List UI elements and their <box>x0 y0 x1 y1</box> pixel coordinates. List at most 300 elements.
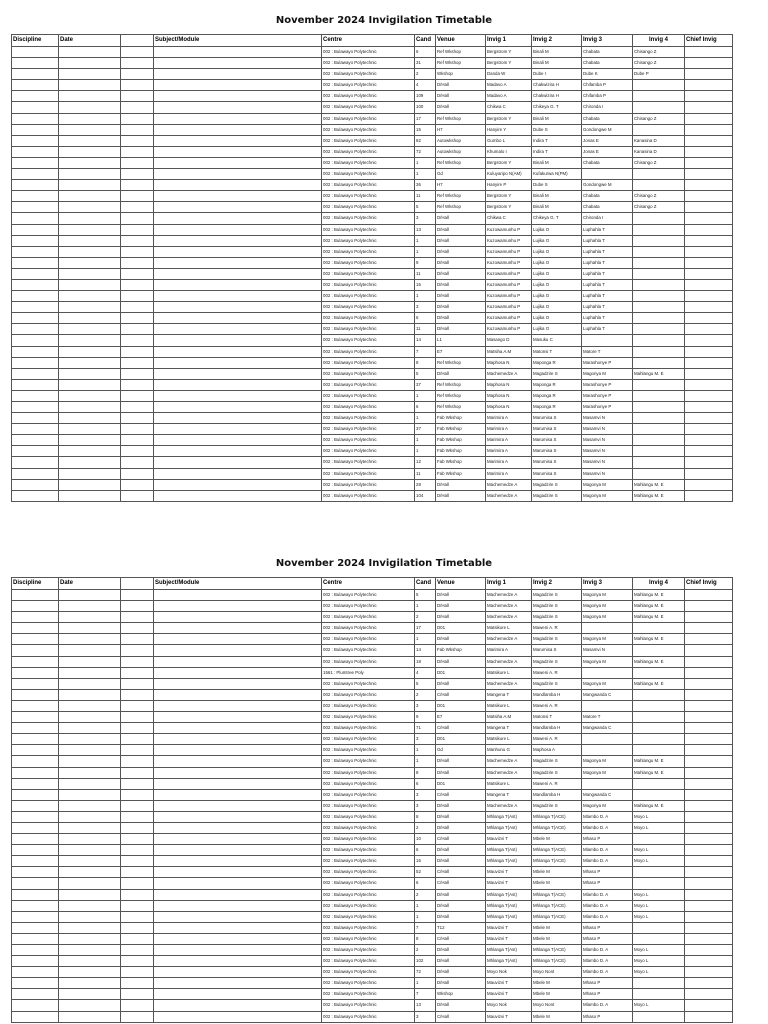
cell-centre: 002 : Bulawayo Polytechnic <box>322 989 415 1000</box>
cell-centre: 002 : Bulawayo Polytechnic <box>322 47 415 58</box>
table-row <box>12 956 733 967</box>
table-row <box>12 102 733 113</box>
cell-invig-2: Binali M <box>532 47 582 58</box>
cell-invig-1: Machemedze A <box>486 601 532 612</box>
cell-cand: 15 <box>415 279 436 290</box>
cell-invig-4 <box>633 867 685 878</box>
cell-discipline <box>12 1000 59 1011</box>
cell-invig-2: Marumisa S <box>532 645 582 656</box>
cell-centre: 002 : Bulawayo Polytechnic <box>322 146 415 157</box>
cell-invig-1: Kuzowamunhu P <box>486 302 532 313</box>
cell-cand: 5 <box>415 590 436 601</box>
cell-centre: 002 : Bulawayo Polytechnic <box>322 235 415 246</box>
cell-invig-4: Dube P <box>633 69 685 80</box>
cell-invig-4 <box>633 789 685 800</box>
cell-blank <box>121 368 154 379</box>
cell-invig-3: Luphahla T <box>582 246 633 257</box>
cell-cand: 3 <box>415 213 436 224</box>
cell-chief-invig <box>685 490 733 501</box>
cell-date <box>59 700 121 711</box>
cell-invig-1: Madavo A <box>486 91 532 102</box>
cell-discipline <box>12 424 59 435</box>
cell-blank <box>121 756 154 767</box>
cell-blank <box>121 745 154 756</box>
cell-invig-1: Machemedze A <box>486 612 532 623</box>
cell-invig-3: Mhaso P <box>582 978 633 989</box>
cell-cand: 1 <box>415 235 436 246</box>
cell-invig-1: Masango D <box>486 335 532 346</box>
cell-invig-3: Magonya M <box>582 756 633 767</box>
cell-invig-4: Mahlangu M. E <box>633 656 685 667</box>
cell-centre: 002 : Bulawayo Polytechnic <box>322 822 415 833</box>
cell-chief-invig <box>685 590 733 601</box>
cell-invig-4 <box>633 279 685 290</box>
cell-invig-4: Mahlangu M. E <box>633 490 685 501</box>
cell-subject-module <box>154 446 322 457</box>
cell-invig-2: Maponga R <box>532 357 582 368</box>
table-row <box>12 313 733 324</box>
table-row <box>12 789 733 800</box>
cell-discipline <box>12 789 59 800</box>
cell-subject-module <box>154 845 322 856</box>
cell-invig-4 <box>633 689 685 700</box>
cell-cand: 1 <box>415 291 436 302</box>
cell-invig-4 <box>633 922 685 933</box>
cell-centre: 002 : Bulawayo Polytechnic <box>322 180 415 191</box>
cell-discipline <box>12 291 59 302</box>
cell-blank <box>121 335 154 346</box>
cell-invig-2: Lujika O <box>532 324 582 335</box>
cell-blank <box>121 734 154 745</box>
cell-chief-invig <box>685 612 733 623</box>
cell-date <box>59 102 121 113</box>
cell-invig-1: Kuzowamunhu P <box>486 324 532 335</box>
cell-invig-3: Mlambo D. A <box>582 967 633 978</box>
cell-centre: 002 : Bulawayo Polytechnic <box>322 302 415 313</box>
cell-date <box>59 956 121 967</box>
cell-invig-4 <box>633 745 685 756</box>
cell-invig-3: Masamvi N <box>582 435 633 446</box>
cell-cand: 31 <box>415 58 436 69</box>
cell-subject-module <box>154 989 322 1000</box>
cell-date <box>59 468 121 479</box>
cell-discipline <box>12 922 59 933</box>
cell-venue: D01 <box>436 734 486 745</box>
cell-blank <box>121 479 154 490</box>
cell-discipline <box>12 601 59 612</box>
cell-cand: 11 <box>415 468 436 479</box>
cell-subject-module <box>154 191 322 202</box>
cell-subject-module <box>154 767 322 778</box>
cell-chief-invig <box>685 756 733 767</box>
cell-centre: 002 : Bulawayo Polytechnic <box>322 191 415 202</box>
cell-invig-3: Mlambo D. A <box>582 845 633 856</box>
cell-invig-2: Mhlanga T(ACE) <box>532 811 582 822</box>
cell-invig-2: Mbele M <box>532 834 582 845</box>
cell-venue: D/Hall <box>436 102 486 113</box>
cell-date <box>59 601 121 612</box>
cell-chief-invig <box>685 135 733 146</box>
cell-discipline <box>12 390 59 401</box>
cell-invig-4 <box>633 645 685 656</box>
cell-cand: 17 <box>415 113 436 124</box>
cell-cand: 13 <box>415 1000 436 1011</box>
cell-invig-3: Chifamba P <box>582 80 633 91</box>
cell-cand: 3 <box>415 700 436 711</box>
cell-invig-1: Mhlanga T(Ast) <box>486 911 532 922</box>
cell-centre: 002 : Bulawayo Polytechnic <box>322 800 415 811</box>
cell-venue: D/Hall <box>436 1000 486 1011</box>
cell-venue: D/Hall <box>436 800 486 811</box>
cell-invig-2: Maweni A. R <box>532 667 582 678</box>
cell-chief-invig <box>685 424 733 435</box>
cell-invig-4 <box>633 734 685 745</box>
cell-invig-2: Moyo Nont <box>532 967 582 978</box>
cell-blank <box>121 789 154 800</box>
table-row <box>12 967 733 978</box>
cell-date <box>59 689 121 700</box>
cell-date <box>59 357 121 368</box>
cell-date <box>59 58 121 69</box>
cell-venue: D/Hall <box>436 845 486 856</box>
cell-venue: C/Hall <box>436 867 486 878</box>
cell-date <box>59 324 121 335</box>
cell-venue: Autowkshop <box>436 146 486 157</box>
cell-invig-4: Chisango Z <box>633 113 685 124</box>
cell-invig-4: Moyo L <box>633 856 685 867</box>
cell-venue: Ref Wkshop <box>436 379 486 390</box>
cell-chief-invig <box>685 867 733 878</box>
cell-invig-1: Machemedze A <box>486 678 532 689</box>
cell-invig-3: Mhaso P <box>582 989 633 1000</box>
cell-subject-module <box>154 246 322 257</box>
cell-centre: 002 : Bulawayo Polytechnic <box>322 224 415 235</box>
cell-blank <box>121 146 154 157</box>
cell-date <box>59 124 121 135</box>
cell-discipline <box>12 157 59 168</box>
cell-discipline <box>12 889 59 900</box>
cell-invig-2: Magadzire S <box>532 490 582 501</box>
cell-invig-1: Danda W <box>486 69 532 80</box>
cell-subject-module <box>154 146 322 157</box>
cell-venue: D01 <box>436 623 486 634</box>
cell-date <box>59 645 121 656</box>
table-row <box>12 91 733 102</box>
cell-centre: 002 : Bulawayo Polytechnic <box>322 1000 415 1011</box>
cell-venue: D/Hall <box>436 811 486 822</box>
cell-invig-3: Magonya M <box>582 590 633 601</box>
cell-invig-4 <box>633 180 685 191</box>
cell-invig-3: Magonya M <box>582 767 633 778</box>
cell-date <box>59 822 121 833</box>
cell-subject-module <box>154 900 322 911</box>
cell-discipline <box>12 135 59 146</box>
cell-invig-3: Mlambo D. A <box>582 911 633 922</box>
cell-blank <box>121 689 154 700</box>
cell-invig-4: Chisango Z <box>633 202 685 213</box>
cell-subject-module <box>154 834 322 845</box>
cell-invig-1: Mhlanga T(Ast) <box>486 822 532 833</box>
table-row <box>12 291 733 302</box>
cell-chief-invig <box>685 734 733 745</box>
cell-blank <box>121 490 154 501</box>
header-discipline: Discipline <box>12 578 59 590</box>
cell-blank <box>121 302 154 313</box>
cell-venue: D/Hall <box>436 978 486 989</box>
cell-invig-4: Moyo L <box>633 1000 685 1011</box>
cell-invig-3: Mlambo D. A <box>582 1000 633 1011</box>
cell-discipline <box>12 446 59 457</box>
cell-invig-2: Mandlamba H <box>532 723 582 734</box>
cell-invig-1: Mauvizvi T <box>486 834 532 845</box>
cell-invig-4 <box>633 357 685 368</box>
cell-discipline <box>12 811 59 822</box>
cell-subject-module <box>154 645 322 656</box>
cell-invig-3: Magonya M <box>582 368 633 379</box>
header-subject-module: Subject/Module <box>154 578 322 590</box>
cell-centre: 002 : Bulawayo Polytechnic <box>322 601 415 612</box>
cell-invig-1: Matsikure L <box>486 734 532 745</box>
cell-invig-3: Dube K <box>582 69 633 80</box>
cell-invig-4 <box>633 346 685 357</box>
header-invig-4: Invig 4 <box>633 578 685 590</box>
cell-date <box>59 712 121 723</box>
cell-subject-module <box>154 712 322 723</box>
cell-invig-4: Moyo L <box>633 889 685 900</box>
cell-discipline <box>12 712 59 723</box>
cell-subject-module <box>154 291 322 302</box>
cell-cand: 72 <box>415 967 436 978</box>
cell-invig-3: Jonas E <box>582 135 633 146</box>
cell-invig-3: Marashonye P <box>582 390 633 401</box>
cell-centre: 002 : Bulawayo Polytechnic <box>322 945 415 956</box>
cell-venue: Gd <box>436 169 486 180</box>
cell-invig-1: Kuzowamunhu P <box>486 313 532 324</box>
cell-centre: 002 : Bulawayo Polytechnic <box>322 811 415 822</box>
table-header-row <box>12 35 733 47</box>
cell-subject-module <box>154 69 322 80</box>
cell-venue: Wkshop <box>436 989 486 1000</box>
cell-chief-invig <box>685 202 733 213</box>
cell-chief-invig <box>685 457 733 468</box>
cell-discipline <box>12 590 59 601</box>
cell-cand: 2 <box>415 945 436 956</box>
table-row <box>12 390 733 401</box>
cell-centre: 002 : Bulawayo Polytechnic <box>322 712 415 723</box>
cell-subject-module <box>154 689 322 700</box>
cell-discipline <box>12 756 59 767</box>
cell-blank <box>121 446 154 457</box>
cell-invig-3: Chabata <box>582 191 633 202</box>
cell-date <box>59 180 121 191</box>
cell-invig-2: Maphosa A <box>532 745 582 756</box>
cell-invig-2: Maponga R <box>532 402 582 413</box>
cell-discipline <box>12 822 59 833</box>
cell-invig-4 <box>633 723 685 734</box>
cell-invig-1: Marimira A <box>486 468 532 479</box>
cell-invig-2: Masuku C <box>532 335 582 346</box>
cell-invig-1: Mangena T <box>486 689 532 700</box>
cell-invig-1: Madavo A <box>486 80 532 91</box>
cell-cand: 1 <box>415 978 436 989</box>
cell-invig-2: Mhlanga T(ACE) <box>532 856 582 867</box>
table-row <box>12 700 733 711</box>
cell-invig-3: Mhaso P <box>582 878 633 889</box>
cell-venue: D/Hall <box>436 246 486 257</box>
cell-centre: 002 : Bulawayo Polytechnic <box>322 268 415 279</box>
table-row <box>12 1000 733 1011</box>
cell-centre: 002 : Bulawayo Polytechnic <box>322 490 415 501</box>
cell-invig-4: Mahlangu M. E <box>633 800 685 811</box>
cell-cand: 1 <box>415 169 436 180</box>
cell-venue: D/Hall <box>436 235 486 246</box>
cell-subject-module <box>154 479 322 490</box>
cell-cand: 6 <box>415 313 436 324</box>
cell-invig-4 <box>633 124 685 135</box>
cell-subject-module <box>154 157 322 168</box>
table-row <box>12 989 733 1000</box>
cell-invig-3: Magonya M <box>582 656 633 667</box>
cell-invig-4 <box>633 1011 685 1022</box>
table-header-row <box>12 578 733 590</box>
cell-invig-2: Chikeya G. T <box>532 213 582 224</box>
header-discipline: Discipline <box>12 35 59 47</box>
cell-venue: D/Hall <box>436 634 486 645</box>
cell-centre: 002 : Bulawayo Polytechnic <box>322 80 415 91</box>
cell-date <box>59 778 121 789</box>
cell-cand: 11 <box>415 324 436 335</box>
cell-date <box>59 767 121 778</box>
cell-invig-2: Mbele M <box>532 933 582 944</box>
cell-venue: D/Hall <box>436 590 486 601</box>
cell-venue: Ref Wkshop <box>436 402 486 413</box>
cell-subject-module <box>154 978 322 989</box>
cell-blank <box>121 402 154 413</box>
cell-date <box>59 457 121 468</box>
cell-date <box>59 811 121 822</box>
cell-centre: 002 : Bulawayo Polytechnic <box>322 446 415 457</box>
cell-centre: 002 : Bulawayo Polytechnic <box>322 324 415 335</box>
cell-invig-1: Machemedze A <box>486 767 532 778</box>
cell-chief-invig <box>685 678 733 689</box>
cell-invig-2: Marumisa S <box>532 413 582 424</box>
cell-subject-module <box>154 457 322 468</box>
cell-invig-2: Maponga R <box>532 379 582 390</box>
cell-invig-4 <box>633 878 685 889</box>
cell-invig-3: Mlambo D. A <box>582 811 633 822</box>
cell-blank <box>121 911 154 922</box>
table-row <box>12 346 733 357</box>
cell-venue: D/Hall <box>436 601 486 612</box>
cell-invig-3: Marashonye P <box>582 402 633 413</box>
cell-venue: Fab Wkshop <box>436 446 486 457</box>
table-row <box>12 734 733 745</box>
cell-centre: 002 : Bulawayo Polytechnic <box>322 402 415 413</box>
cell-centre: 002 : Bulawayo Polytechnic <box>322 856 415 867</box>
cell-invig-2: Maweni A. R <box>532 734 582 745</box>
cell-discipline <box>12 723 59 734</box>
cell-subject-module <box>154 756 322 767</box>
cell-centre: 002 : Bulawayo Polytechnic <box>322 69 415 80</box>
cell-invig-4 <box>633 291 685 302</box>
cell-venue: D/Hall <box>436 302 486 313</box>
cell-discipline <box>12 745 59 756</box>
cell-chief-invig <box>685 667 733 678</box>
cell-centre: 002 : Bulawayo Polytechnic <box>322 590 415 601</box>
cell-invig-1: Matsikure L <box>486 778 532 789</box>
cell-cand: 10 <box>415 834 436 845</box>
cell-subject-module <box>154 368 322 379</box>
cell-date <box>59 268 121 279</box>
cell-venue: Ref Wkshop <box>436 390 486 401</box>
cell-invig-1: Mhlanga T(Ast) <box>486 889 532 900</box>
header-venue: Venue <box>436 35 486 47</box>
cell-chief-invig <box>685 224 733 235</box>
cell-date <box>59 834 121 845</box>
cell-blank <box>121 889 154 900</box>
cell-cand: 4 <box>415 667 436 678</box>
cell-invig-1: Mhlanga T(Ast) <box>486 811 532 822</box>
cell-invig-2: Maweni A. R <box>532 778 582 789</box>
header-invig-2: Invig 2 <box>532 35 582 47</box>
cell-invig-4: Mahlangu M. E <box>633 590 685 601</box>
cell-centre: 002 : Bulawayo Polytechnic <box>322 313 415 324</box>
cell-blank <box>121 612 154 623</box>
cell-cand: 3 <box>415 789 436 800</box>
cell-subject-module <box>154 1011 322 1022</box>
cell-subject-module <box>154 224 322 235</box>
cell-invig-1: Maphosa N <box>486 390 532 401</box>
cell-invig-3: Masamvi N <box>582 413 633 424</box>
cell-invig-1: Mauvizvi T <box>486 978 532 989</box>
cell-centre: 002 : Bulawayo Polytechnic <box>322 413 415 424</box>
cell-invig-2: Marumisa S <box>532 424 582 435</box>
cell-chief-invig <box>685 313 733 324</box>
cell-invig-3: Luphahla T <box>582 291 633 302</box>
cell-cand: 1 <box>415 745 436 756</box>
cell-date <box>59 146 121 157</box>
table-row <box>12 900 733 911</box>
cell-invig-2: Mbele M <box>532 878 582 889</box>
cell-invig-2: Binali M <box>532 58 582 69</box>
cell-discipline <box>12 58 59 69</box>
cell-centre: 002 : Bulawayo Polytechnic <box>322 789 415 800</box>
table-row <box>12 357 733 368</box>
cell-chief-invig <box>685 745 733 756</box>
cell-chief-invig <box>685 479 733 490</box>
cell-chief-invig <box>685 800 733 811</box>
cell-invig-4 <box>633 457 685 468</box>
cell-invig-1: Machemedze A <box>486 479 532 490</box>
cell-invig-2: Lujika O <box>532 313 582 324</box>
cell-invig-1: Mhlanga T(Ast) <box>486 856 532 867</box>
table-row <box>12 235 733 246</box>
cell-date <box>59 911 121 922</box>
cell-cand: 5 <box>415 368 436 379</box>
cell-blank <box>121 800 154 811</box>
cell-chief-invig <box>685 634 733 645</box>
cell-centre: 002 : Bulawayo Polytechnic <box>322 246 415 257</box>
cell-invig-1: Chikwa C <box>486 102 532 113</box>
cell-invig-3: Matore T <box>582 346 633 357</box>
table-row <box>12 157 733 168</box>
cell-venue: Fab Wkshop <box>436 468 486 479</box>
header-invig-4: Invig 4 <box>633 35 685 47</box>
cell-blank <box>121 379 154 390</box>
cell-invig-1: Machemedze A <box>486 656 532 667</box>
cell-invig-1: Kuzowamunhu P <box>486 257 532 268</box>
cell-invig-3: Luphahla T <box>582 224 633 235</box>
